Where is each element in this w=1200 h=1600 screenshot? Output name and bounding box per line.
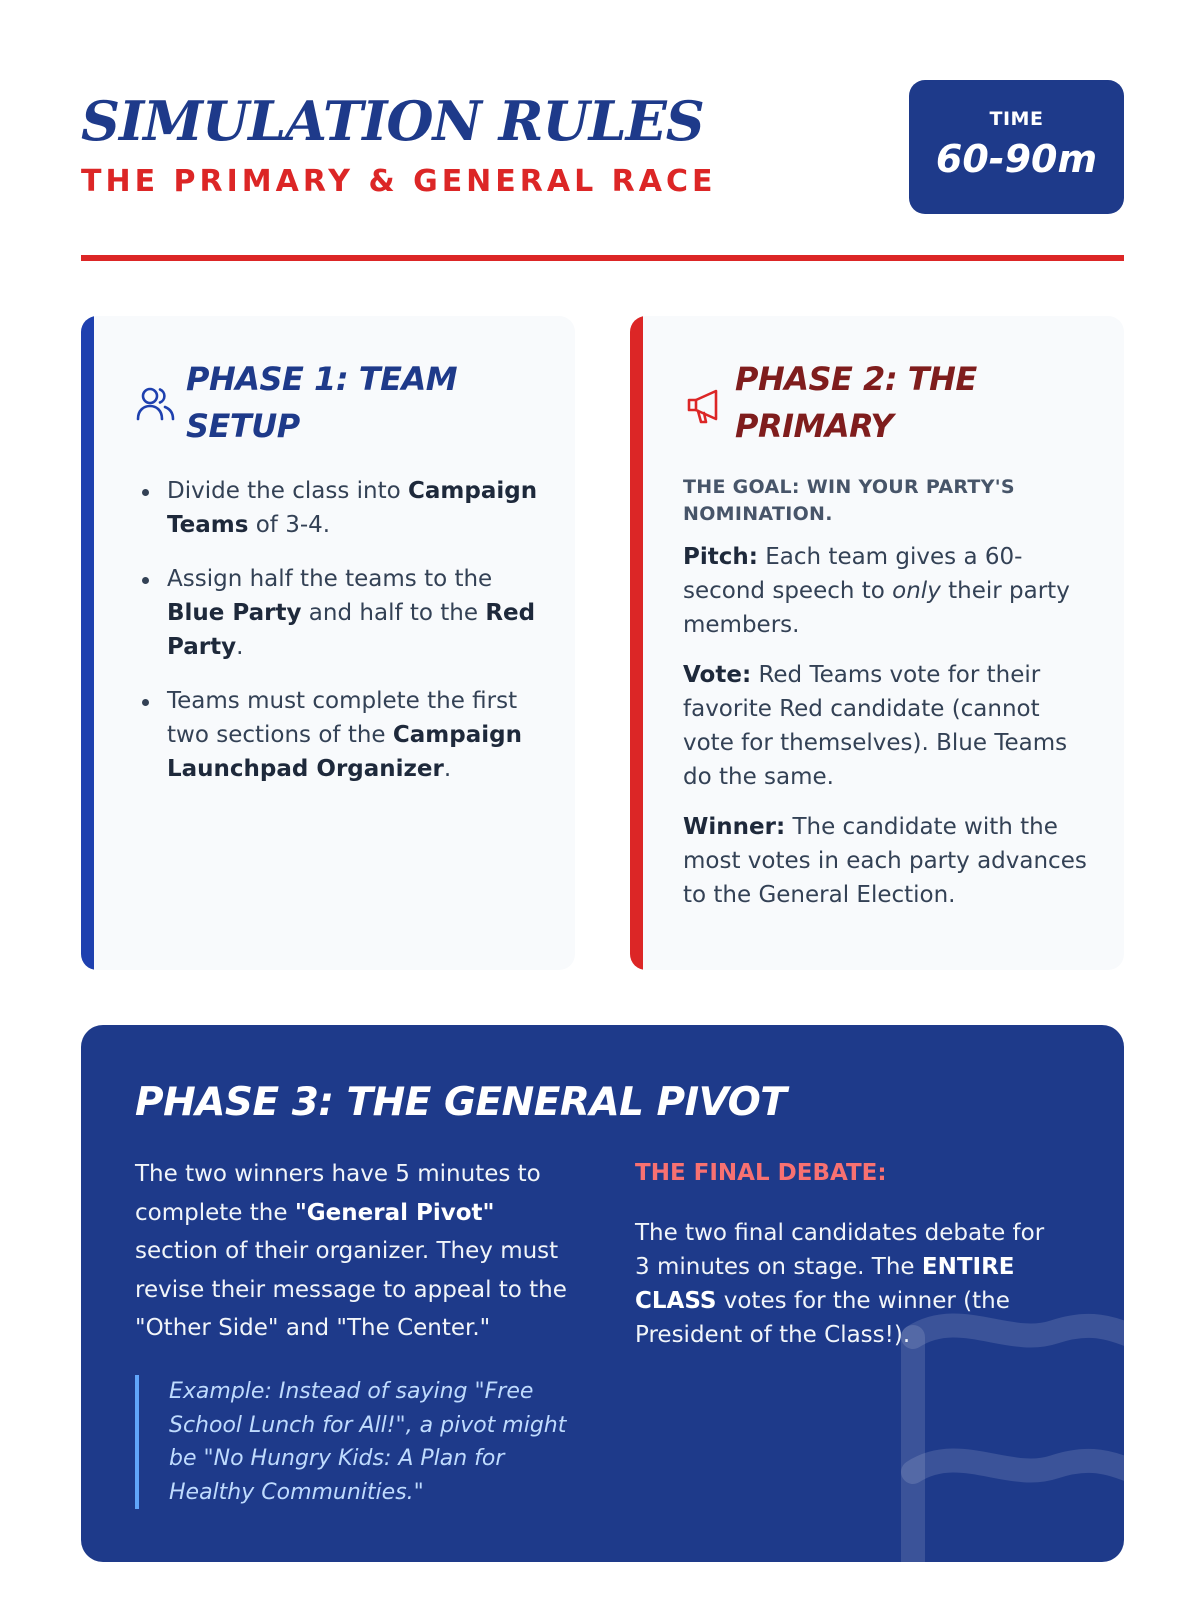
list-item [167, 562, 547, 664]
page-subtitle: THE PRIMARY & GENERAL RACE [81, 164, 717, 199]
pitch-emphasis: only [892, 578, 941, 604]
time-badge [909, 80, 1124, 214]
phase1-card [81, 316, 575, 970]
winner-text: The candidate with the most votes in each party advances to the General Election. [683, 814, 1087, 908]
phase3-body-bold: "General Pivot" [294, 1199, 495, 1226]
list-item [167, 684, 547, 786]
list-item-text: and half to the [301, 600, 486, 626]
phase1-header [136, 356, 535, 466]
list-item-text: Assign half the teams to the [167, 566, 493, 592]
page-title: SIMULATION RULES [81, 89, 704, 153]
phase3-body [135, 1155, 575, 1348]
header-divider [81, 255, 1124, 261]
final-debate-title: THE FINAL DEBATE: [635, 1160, 887, 1186]
pitch-paragraph [683, 540, 1093, 642]
pitch-text: their party members. [683, 578, 1070, 638]
list-item-text: . [443, 756, 452, 782]
list-item-text: Divide the class into [167, 478, 408, 504]
list-item [167, 474, 547, 542]
pitch-text: Each team gives a 60-second speech to [683, 544, 1023, 604]
users-icon [136, 382, 176, 426]
phase2-title [735, 356, 977, 450]
phase3-title: PHASE 3: THE GENERAL PIVOT [135, 1080, 787, 1125]
list-item-text: of 3-4. [248, 512, 331, 538]
phase3-example-quote: Example: Instead of saying "Free School Lunch for All!", a pivot might be "No Hungry Kids: A Plan for Healthy Communities." [135, 1375, 575, 1509]
page-header [81, 80, 1124, 260]
time-label: TIME [989, 108, 1044, 130]
megaphone-icon [685, 382, 725, 426]
pitch-label: Pitch: [683, 544, 758, 570]
list-item-bold: Campaign Launchpad Organizer [167, 722, 522, 782]
phase1-title-line2: SETUP [186, 407, 300, 445]
phase2-title-line2: PRIMARY [735, 407, 893, 445]
phase2-card [630, 316, 1124, 970]
time-value: 60-90m [935, 137, 1098, 181]
list-item-bold: Red Party [167, 600, 536, 660]
phase3-panel [81, 1025, 1124, 1562]
phase2-title-line1: PHASE 2: THE [735, 360, 977, 398]
winner-paragraph [683, 810, 1093, 912]
list-item-bold: Blue Party [167, 600, 302, 626]
phase1-title [186, 356, 457, 450]
phase3-body-text: The two winners have 5 minutes to complete the [135, 1161, 541, 1226]
winner-label: Winner: [683, 814, 786, 840]
vote-paragraph [683, 658, 1093, 794]
phase2-header [685, 356, 1084, 466]
debate-text: votes for the winner (the President of the Class!). [635, 1288, 1010, 1348]
phase3-body-text: section of their organizer. They must revise their message to appeal to the "Other Side" and "The Center." [135, 1238, 567, 1341]
list-item-text: Teams must complete the first two sections of the [167, 688, 518, 748]
phase1-title-line1: PHASE 1: TEAM [186, 360, 458, 398]
phase2-goal: THE GOAL: WIN YOUR PARTY'S NOMINATION. [683, 476, 1015, 525]
list-item-text: . [236, 634, 244, 660]
debate-text: The two final candidates debate for 3 minutes on stage. The [635, 1220, 1045, 1280]
list-item-bold: Campaign Teams [167, 478, 538, 538]
phase1-bullet-list [167, 474, 547, 806]
debate-bold: ENTIRE CLASS [635, 1254, 1015, 1314]
vote-text: Red Teams vote for their favorite Red candidate (cannot vote for themselves). Blue Teams do the same. [683, 662, 1068, 790]
final-debate-text [635, 1216, 1065, 1352]
vote-label: Vote: [683, 662, 752, 688]
